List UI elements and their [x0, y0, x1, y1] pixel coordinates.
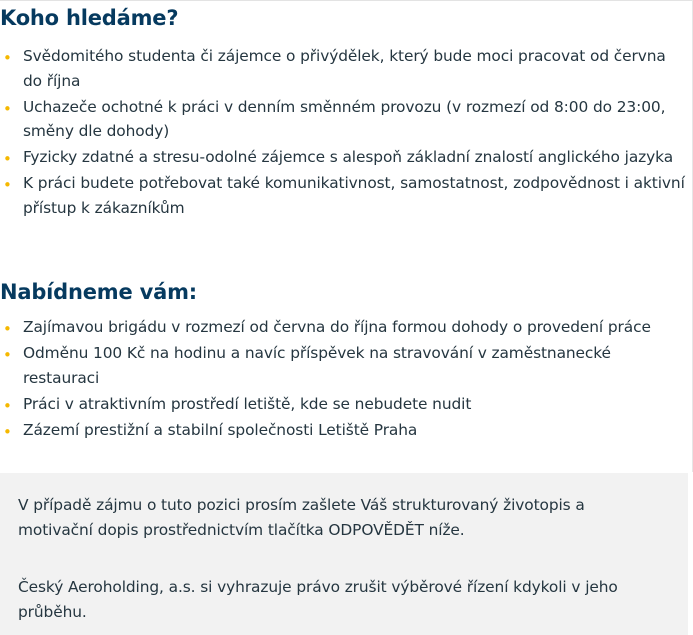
bullet-icon: •	[3, 99, 12, 118]
list-item	[0, 392, 688, 417]
list-item-text: K práci budete potřebovat také komunikativnost, samostatnost, zodpovědnost i aktivní přístup k zákazníkům	[23, 174, 685, 217]
list-item-text: Fyzicky zdatné a stresu-odolné zájemce s alespoň základní znalostí anglického jazyka	[23, 148, 674, 166]
bullet-icon: •	[3, 49, 12, 67]
disclaimer-text: Český Aeroholding, a.s. si vyhrazuje právo zrušit výběrové řízení kdykoli v jeho průběhu.	[18, 578, 618, 621]
bullet-icon: •	[3, 150, 12, 168]
list-item-text: Zázemí prestižní a stabilní společnosti Letiště Praha	[23, 420, 418, 439]
list-item-text: Svědomitého studenta či zájemce o přivýdělek, který bude moci pracovat od června do října	[23, 47, 666, 90]
list-item	[0, 145, 688, 170]
list-item	[0, 171, 688, 220]
list-item-text: Odměnu 100 Kč na hodinu a navíc příspěvek na stravování v zaměstnanecké restauraci	[23, 344, 611, 387]
list-item-text: Práci v atraktivním prostředí letiště, kde se nebudete nudit	[23, 394, 472, 413]
list-item	[0, 95, 688, 144]
application-info-box	[0, 473, 688, 635]
bullet-icon: •	[3, 176, 12, 194]
bullet-icon: •	[3, 396, 12, 415]
bullet-icon: •	[3, 346, 12, 364]
list-item	[0, 418, 688, 443]
list-item	[0, 341, 688, 390]
section-heading-offer: Nabídneme vám:	[0, 280, 197, 304]
list-item-text: Zajímavou brigádu v rozmezí od června do října formou dohody o provedení práce	[23, 318, 651, 336]
list-item	[0, 315, 688, 340]
top-divider	[0, 0, 693, 4]
bullet-icon: •	[3, 422, 12, 441]
bullet-icon: •	[3, 320, 12, 338]
requirements-list	[0, 44, 688, 222]
list-item-text: Uchazeče ochotné k práci v denním směnném provozu (v rozmezí od 8:00 do 23:00, směny dle dohody)	[23, 97, 666, 140]
benefits-list	[0, 315, 688, 444]
list-item	[0, 44, 688, 93]
section-heading-who: Koho hledáme?	[0, 6, 179, 30]
application-instructions: V případě zájmu o tuto pozici prosím zašlete Váš strukturovaný životopis a motivační dopis prostřednictvím tlačítka ODPOVĚDĚT níže.	[18, 496, 585, 539]
